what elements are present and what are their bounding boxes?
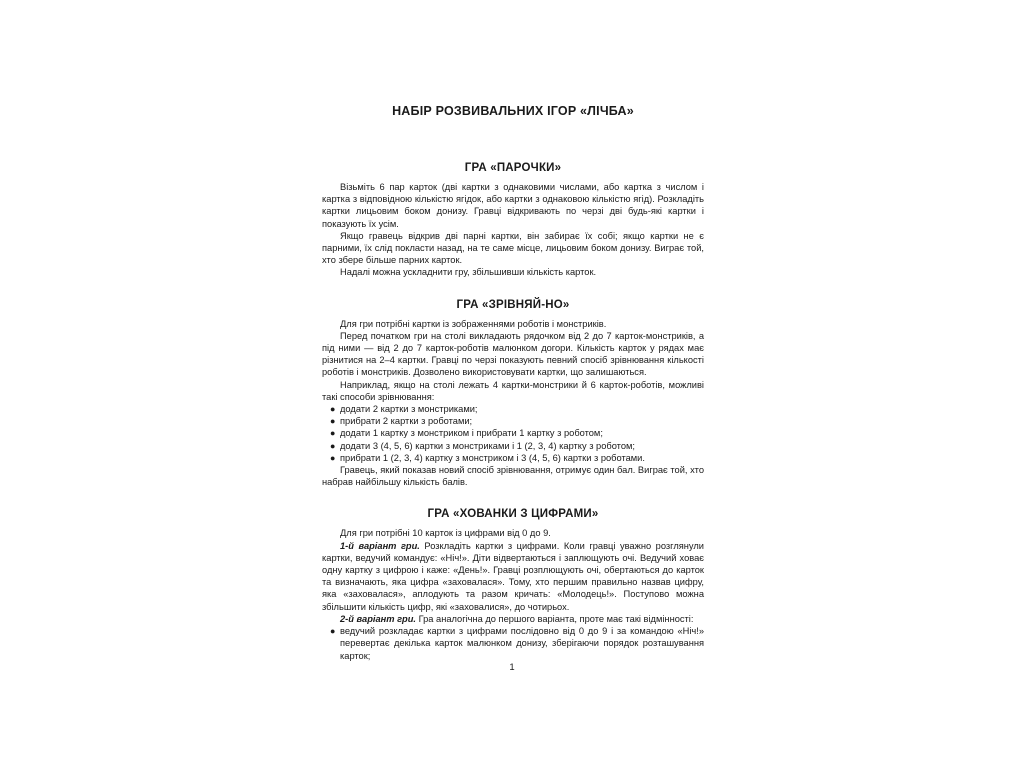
bullet-icon: ● bbox=[330, 428, 336, 439]
variant-1-paragraph bbox=[322, 540, 704, 613]
page-title: НАБІР РОЗВИВАЛЬНИХ ІГОР «ЛІЧБА» bbox=[392, 104, 634, 118]
section-parochky bbox=[322, 161, 704, 279]
variant-1-label: 1-й варіант гри. bbox=[340, 540, 420, 551]
paragraph: Гравець, який показав новий спосіб зрівнювання, отримує один бал. Виграє той, хто набрав найбільшу кількість балів. bbox=[322, 465, 704, 488]
variant-1-text: Розкладіть картки з цифрами. Коли гравці уважно розглянули картки, ведучий командує: «Ніч!». Діти відвертаються і заплющують очі. Ведучий ховає одну картку з цифрою і каже: «День!». Гравці розплющують очі, обертаються до карток та визначають, яка цифра «заховалася». Тому, хто першим правильно назвав цифру, яка «заховалася», аплодують та разом кричать: «Молодець!». Поступово можна збільшити кількість цифр, які «заховалися», до чотирьох. bbox=[322, 540, 704, 612]
section-title: ГРА «ХОВАНКИ З ЦИФРАМИ» bbox=[427, 508, 599, 521]
paragraph: Візьміть 6 пар карток (дві картки з однаковими числами, або картка з числом і картка з відповідною кількістю ягідок, або картки з однаковою кількістю ягід). Розкладіть картки лицьовим боком донизу. Гравці відкривають по черзі дві будь-які картки і показують їх усім. bbox=[322, 182, 704, 229]
section-zrivnyai-no bbox=[322, 298, 704, 489]
paragraph: Перед початком гри на столі викладають рядочком від 2 до 7 карток-монстриків, а під ними — від 2 до 7 карток-роботів малюнком догори. Кількість карток у рядах має різнитися на 2–4 картки. Гравці по черзі показують певний спосіб зрівнювання кількості роботів і монстриків. Дозволено використовувати картки, що залишаються. bbox=[322, 330, 704, 378]
variant-2-label: 2-й варіант гри. bbox=[340, 613, 416, 624]
list-item-text: прибрати 1 (2, 3, 4) картку з монстриком і 3 (4, 5, 6) картки з роботами. bbox=[340, 452, 645, 463]
page-number: 1 bbox=[509, 662, 515, 673]
list-item bbox=[322, 403, 704, 415]
list-item bbox=[322, 625, 704, 662]
paragraph: Якщо гравець відкрив дві парні картки, він забирає їх собі; якщо картки не є парними, їх слід покласти назад, на те саме місце, лицьовим боком донизу. Виграє той, хто збере більше парних карток. bbox=[322, 230, 704, 266]
section-khovanky bbox=[322, 507, 704, 661]
list-item bbox=[322, 440, 704, 452]
list-item-text: додати 3 (4, 5, 6) картки з монстриками і 1 (2, 3, 4) картку з роботом; bbox=[340, 440, 635, 451]
list-item-text: ведучий розкладає картки з цифрами послідовно від 0 до 9 і за командою «Ніч!» перевертає декілька карток малюнком донизу, зберігаючи порядок розташування карток; bbox=[340, 626, 704, 661]
list-item-text: додати 2 картки з монстриками; bbox=[340, 404, 478, 415]
bullet-list bbox=[322, 403, 704, 464]
paragraph: Для гри потрібні 10 карток із цифрами від 0 до 9. bbox=[340, 528, 551, 539]
list-item bbox=[322, 452, 704, 464]
paragraph: Для гри потрібні картки із зображеннями роботів і монстриків. bbox=[340, 318, 607, 329]
bullet-icon: ● bbox=[330, 452, 336, 463]
bullet-icon: ● bbox=[330, 440, 336, 451]
bullet-icon: ● bbox=[330, 626, 336, 637]
section-title: ГРА «ЗРІВНЯЙ-НО» bbox=[456, 298, 570, 311]
bullet-icon: ● bbox=[330, 416, 336, 427]
list-item bbox=[322, 415, 704, 427]
bullet-list bbox=[322, 625, 704, 662]
list-item-text: додати 1 картку з монстриком і прибрати 1 картку з роботом; bbox=[340, 428, 603, 439]
variant-2-paragraph bbox=[322, 613, 704, 625]
paragraph: Наприклад, якщо на столі лежать 4 картки-монстрики й 6 карток-роботів, можливі такі способи зрівнювання: bbox=[322, 379, 704, 402]
list-item-text: прибрати 2 картки з роботами; bbox=[340, 416, 473, 427]
paragraph: Надалі можна ускладнити гру, збільшивши кількість карток. bbox=[340, 267, 597, 278]
variant-2-text: Гра аналогічна до першого варіанта, проте має такі відмінності: bbox=[416, 613, 694, 624]
list-item bbox=[322, 427, 704, 439]
section-title: ГРА «ПАРОЧКИ» bbox=[464, 162, 562, 174]
bullet-icon: ● bbox=[330, 404, 336, 415]
page-content bbox=[322, 103, 704, 681]
